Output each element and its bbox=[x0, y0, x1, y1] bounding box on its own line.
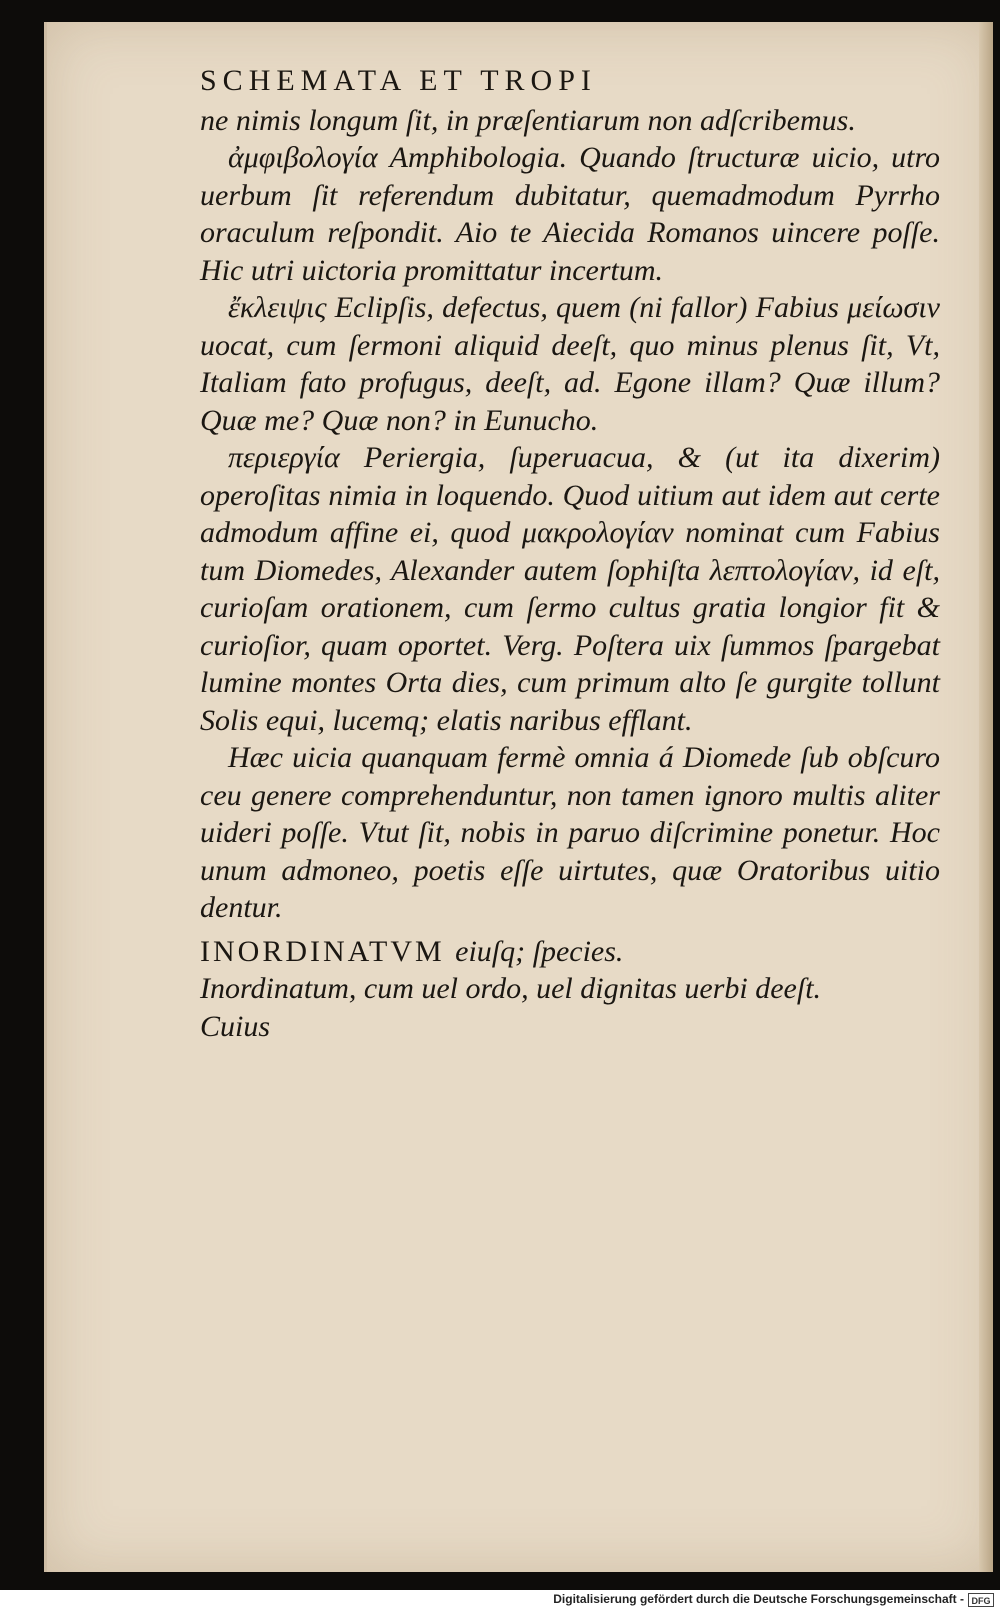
footer-credit: Digitalisierung gefördert durch die Deutsche Forschungsgemeinschaft - bbox=[553, 1592, 964, 1606]
running-head: SCHEMATA ET TROPI bbox=[200, 64, 597, 97]
section-heading-sub: eiuſq; ſpecies. bbox=[455, 934, 624, 968]
dfg-logo-icon: DFG bbox=[968, 1593, 994, 1607]
catchword: Cuius bbox=[200, 1009, 271, 1043]
paragraph-summary: Hæc uicia quanquam fermè omnia á Diomede ſub obſcuro ceu genere comprehenduntur, non tamen ignoro multis aliter uideri poſſe. Vtut ſit, nobis in paruo diſcrimine ponetur. Hoc unum admoneo, poetis eſſe uirtutes, quæ Oratoribus uitio dentur. bbox=[200, 741, 940, 924]
paragraph-periergia: περιεργία Periergia, ſuperuacua, & (ut ita dixerim) operoſitas nimia in loquendo. Quod uitium aut idem aut certe admodum affine ei, quod μακρολογίαν nominat cum Fabius tum Diomedes, Alexander autem ſophiſta λεπτολογίαν, id eſt, curioſam orationem, cum ſermo cultus gratia longior fit & curioſior, quam oportet. Verg. Poſtera uix ſummos ſpargebat lumine montes Orta dies, cum primum alto ſe gurgite tollunt Solis equi, lucemq; elatis naribus efflant. bbox=[200, 441, 940, 737]
paragraph-amphibologia: ἀμφιβολογία Amphibologia. Quando ſtructuræ uicio, utro uerbum ſit referendum dubitatur, quemadmodum Pyrrho oraculum reſpondit. Aio te Aiecida Romanos uincere poſſe. Hic utri uictoria promittatur incertum. bbox=[200, 141, 940, 287]
paragraph-eclipsis: ἔκλειψις Eclipſis, defectus, quem (ni fallor) Fabius μείωσιν uocat, cum ſermoni aliquid deeſt, quo minus plenus ſit, Vt, Italiam fato profugus, deeſt, ad. Egone illam? Quæ illum? Quæ me? Quæ non? in Eunucho. bbox=[200, 291, 940, 437]
paragraph-continuation: ne nimis longum ſit, in præſentiarum non adſcribemus. bbox=[200, 103, 856, 137]
footer-bar bbox=[0, 1590, 1000, 1612]
page-text bbox=[200, 62, 940, 1045]
page-edge bbox=[979, 22, 993, 1572]
section-heading bbox=[200, 933, 940, 971]
definition-inordinatum: Inordinatum, cum uel ordo, uel dignitas uerbi deeſt. bbox=[200, 972, 822, 1005]
section-heading-main: INORDINATVM bbox=[200, 934, 445, 968]
